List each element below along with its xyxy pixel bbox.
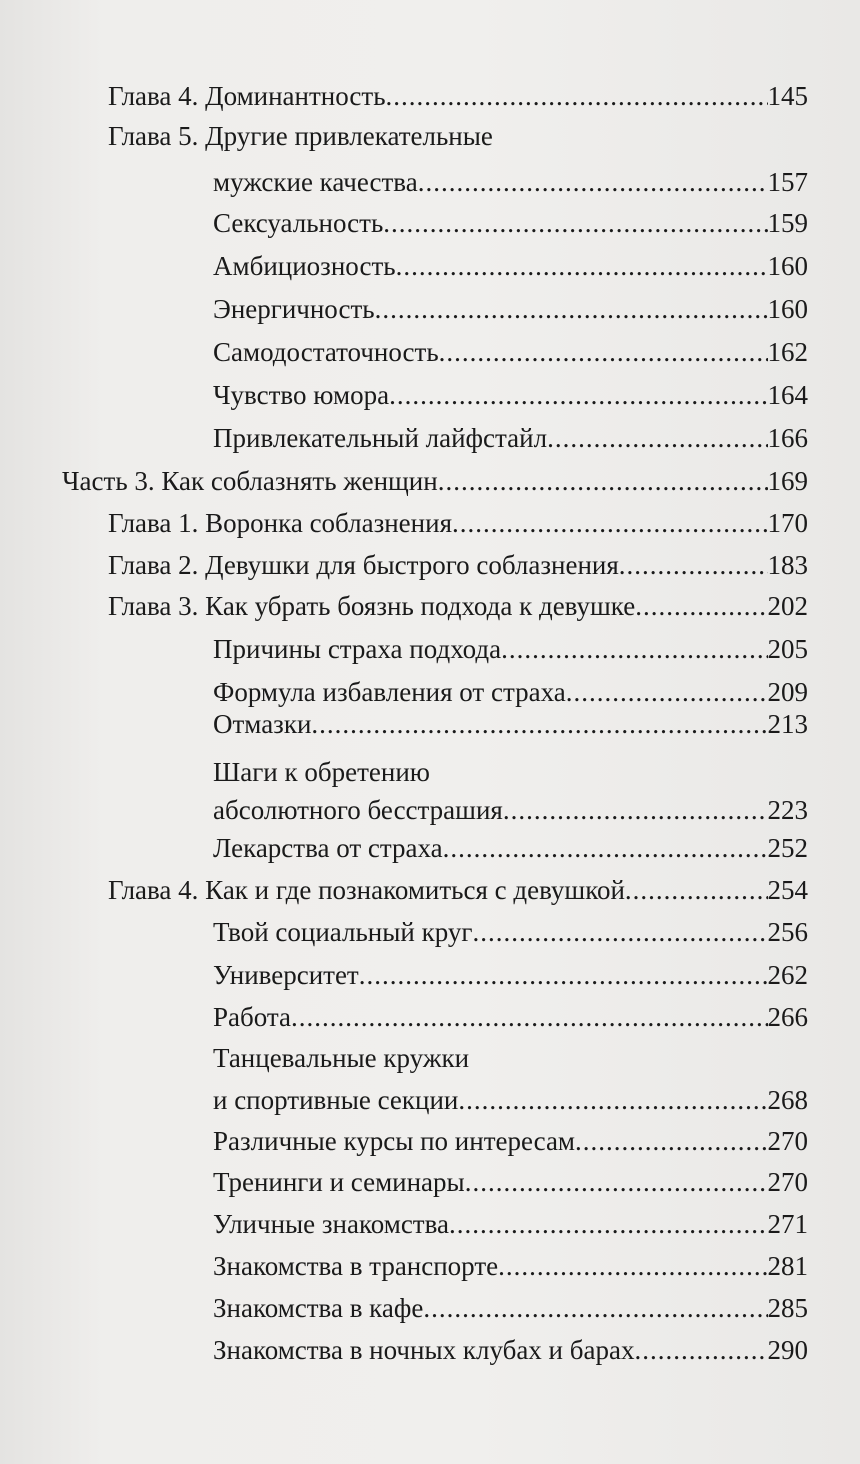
leader-dots xyxy=(443,828,768,868)
leader-dots xyxy=(386,76,768,116)
leader-dots xyxy=(389,375,767,415)
toc-entry xyxy=(108,76,808,116)
toc-entry-title: Глава 4. Как и где познакомиться с девушкой xyxy=(108,875,625,905)
toc-entry xyxy=(213,955,808,995)
toc-entry-title: Энергичность xyxy=(213,294,375,324)
leader-dots xyxy=(619,545,768,585)
leader-dots xyxy=(423,1288,767,1328)
toc-entry-title: Университет xyxy=(213,960,359,990)
toc-entry xyxy=(213,289,808,329)
toc-entry-title: Привлекательный лайфстайл xyxy=(213,423,548,453)
toc-entry-page: 223 xyxy=(767,795,808,825)
toc-entry xyxy=(213,1080,808,1120)
leader-dots xyxy=(359,955,768,995)
toc-entry xyxy=(108,545,808,585)
leader-dots xyxy=(465,1162,768,1202)
toc-entry-title: Глава 2. Девушки для быстрого соблазнения xyxy=(108,550,619,580)
toc-entry-page: 145 xyxy=(767,81,808,111)
leader-dots xyxy=(635,586,767,626)
toc-entry-title: Отмазки xyxy=(213,709,312,739)
toc-entry xyxy=(213,203,808,243)
toc-entry-page: 285 xyxy=(767,1293,808,1323)
toc-entry-page: 209 xyxy=(767,677,808,707)
toc-entry xyxy=(213,246,808,286)
toc-entry xyxy=(213,418,808,458)
toc-entry-page: 266 xyxy=(767,1002,808,1032)
leader-dots xyxy=(396,246,768,286)
toc-entry-page: 213 xyxy=(767,709,808,739)
leader-dots xyxy=(452,503,768,543)
leader-dots xyxy=(311,704,767,744)
toc-entry-title: Формула избавления от страха xyxy=(213,677,566,707)
leader-dots xyxy=(418,162,768,202)
toc-entry-title: Лекарства от страха xyxy=(213,833,443,863)
toc-entry xyxy=(108,586,808,626)
toc-entry-page: 157 xyxy=(767,167,808,197)
toc-entry xyxy=(213,162,808,202)
toc-entry-title: Работа xyxy=(213,1002,291,1032)
toc-entry-title: Чувство юмора xyxy=(213,380,390,410)
toc-entry xyxy=(213,1246,808,1286)
leader-dots xyxy=(439,332,768,372)
toc-entry-title: Знакомства в транспорте xyxy=(213,1251,499,1281)
toc-entry-title: абсолютного бесстрашия xyxy=(213,795,503,825)
leader-dots xyxy=(501,629,767,669)
toc-entry xyxy=(108,870,808,910)
toc-entry-title: Амбициозность xyxy=(213,251,396,281)
toc-entry-title: Твой социальный круг xyxy=(213,917,473,947)
toc-entry xyxy=(213,912,808,952)
leader-dots xyxy=(575,1121,767,1161)
toc-entry-title: Глава 1. Воронка соблазнения xyxy=(108,508,452,538)
toc-entry-page: 162 xyxy=(767,337,808,367)
toc-entry-title: Уличные знакомства xyxy=(213,1209,449,1239)
toc-entry-title: Часть 3. Как соблазнять женщин xyxy=(62,466,438,496)
toc-entry xyxy=(213,790,808,830)
toc-entry-page: 164 xyxy=(767,380,808,410)
toc-entry-page: 183 xyxy=(767,550,808,580)
toc-entry-title: Сексуальность xyxy=(213,208,384,238)
leader-dots xyxy=(634,1330,767,1370)
toc-entry-page: 160 xyxy=(767,251,808,281)
leader-dots xyxy=(625,870,768,910)
toc-entry-title: и спортивные секции xyxy=(213,1085,459,1115)
toc-entry xyxy=(62,461,808,501)
leader-dots xyxy=(472,912,767,952)
toc-entry-page: 268 xyxy=(767,1085,808,1115)
toc-entry xyxy=(213,332,808,372)
leader-dots xyxy=(458,1080,767,1120)
toc-entry-title: Глава 5. Другие привлекательные xyxy=(108,121,493,151)
toc-entry xyxy=(213,375,808,415)
toc-entry-title: Различные курсы по интересам xyxy=(213,1126,576,1156)
toc-entry xyxy=(213,1121,808,1161)
toc-entry-page: 159 xyxy=(767,208,808,238)
toc-entry-page: 205 xyxy=(767,634,808,664)
toc-entry-title: Шаги к обретению xyxy=(213,757,430,787)
leader-dots xyxy=(547,418,767,458)
toc-entry-page: 290 xyxy=(767,1335,808,1365)
toc-entry xyxy=(213,1162,808,1202)
toc-entry-title: Глава 4. Доминантность xyxy=(108,81,386,111)
toc-entry xyxy=(213,1204,808,1244)
leader-dots xyxy=(438,461,768,501)
toc-entry-title: Самодостаточность xyxy=(213,337,439,367)
toc-entry xyxy=(213,997,808,1037)
toc-entry xyxy=(213,1330,808,1370)
toc-entry-title: мужские качества xyxy=(213,167,418,197)
toc-entry-title: Знакомства в кафе xyxy=(213,1293,424,1323)
toc-entry-page: 169 xyxy=(767,466,808,496)
toc-entry xyxy=(213,1288,808,1328)
toc-entry-page: 166 xyxy=(767,423,808,453)
toc-entry-page: 170 xyxy=(767,508,808,538)
toc-entry xyxy=(213,629,808,669)
toc-entry-page: 254 xyxy=(767,875,808,905)
leader-dots xyxy=(503,790,768,830)
toc-entry xyxy=(213,704,808,744)
toc-entry-page: 270 xyxy=(767,1126,808,1156)
leader-dots xyxy=(291,997,768,1037)
toc-entry-page: 252 xyxy=(767,833,808,863)
toc-entry-page: 281 xyxy=(767,1251,808,1281)
toc-entry-page: 256 xyxy=(767,917,808,947)
toc-entry xyxy=(108,503,808,543)
leader-dots xyxy=(383,203,767,243)
toc-entry-title: Танцевальные кружки xyxy=(213,1043,470,1073)
toc-entry xyxy=(213,828,808,868)
leader-dots xyxy=(498,1246,767,1286)
toc-entry-title: Глава 3. Как убрать боязнь подхода к девушке xyxy=(108,591,636,621)
toc-entry-page: 271 xyxy=(767,1209,808,1239)
leader-dots xyxy=(375,289,768,329)
toc-entry-page: 160 xyxy=(767,294,808,324)
toc-entry-title: Знакомства в ночных клубах и барах xyxy=(213,1335,635,1365)
toc-entry-title: Причины страха подхода xyxy=(213,634,502,664)
toc-entry-page: 262 xyxy=(767,960,808,990)
leader-dots xyxy=(449,1204,768,1244)
toc-entry-page: 202 xyxy=(767,591,808,621)
toc-entry-title: Тренинги и семинары xyxy=(213,1167,465,1197)
toc-entry-page: 270 xyxy=(767,1167,808,1197)
